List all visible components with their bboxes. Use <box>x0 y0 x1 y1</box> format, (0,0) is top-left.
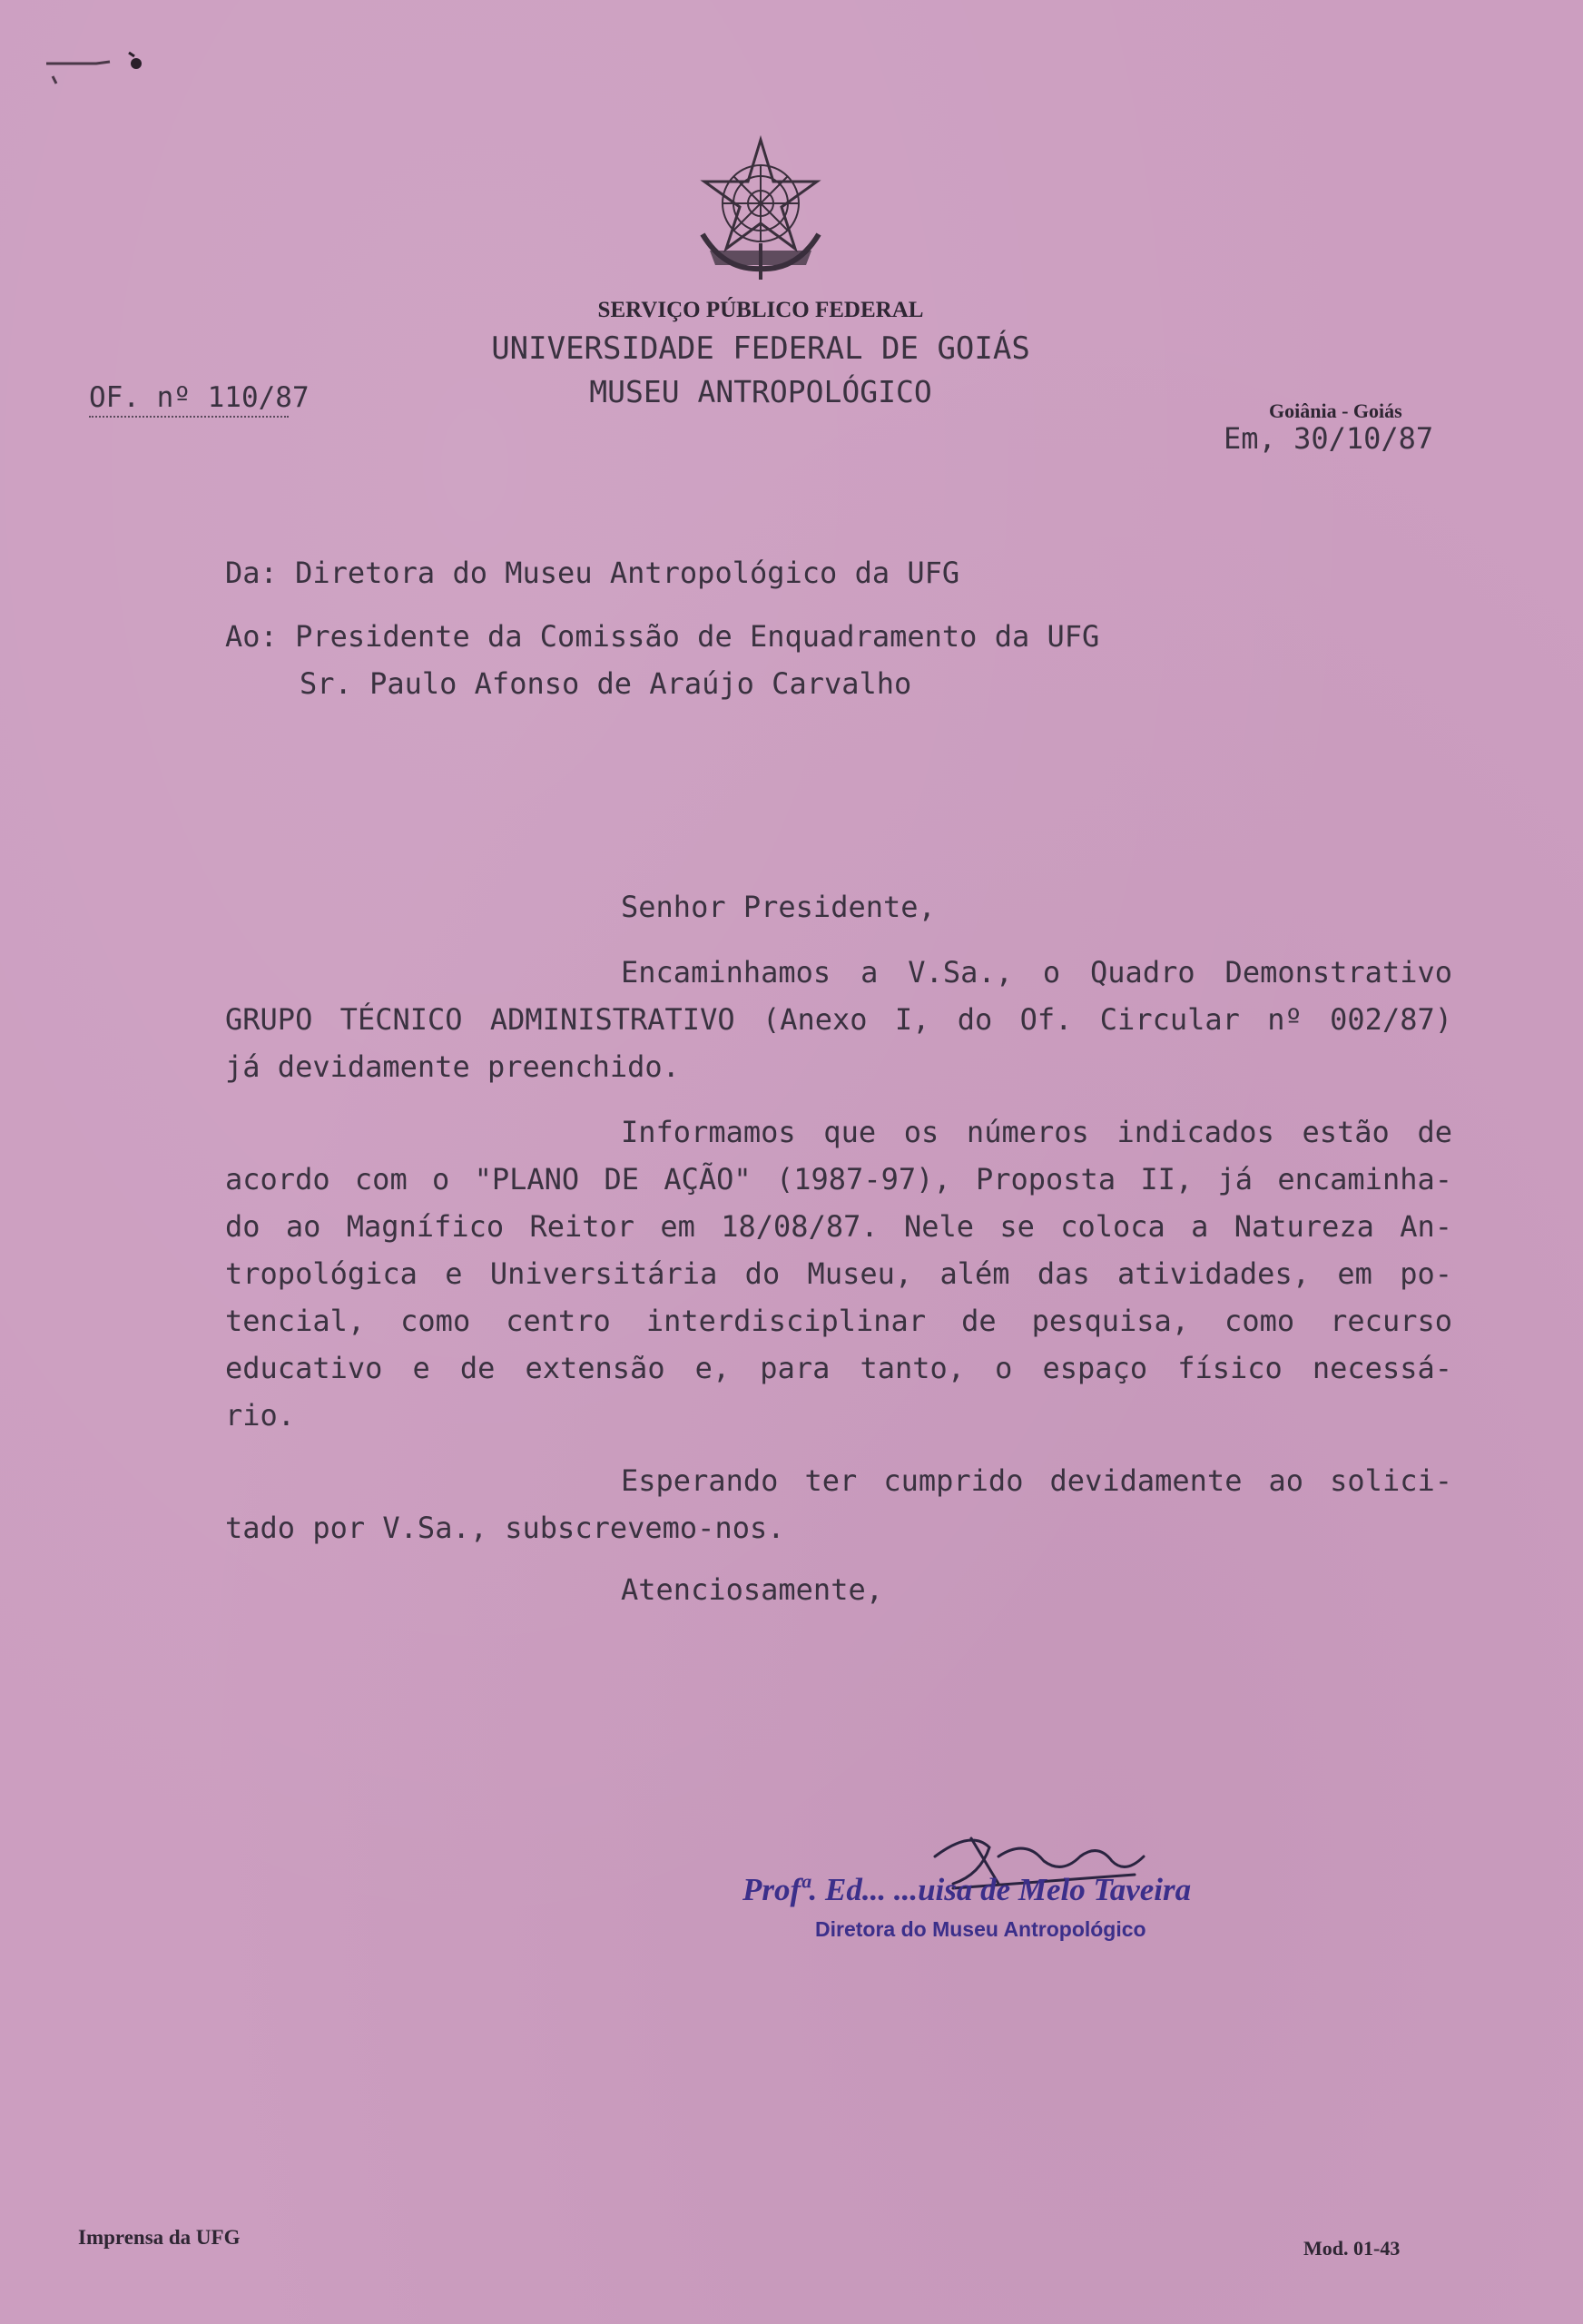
body-line: GRUPO TÉCNICO ADMINISTRATIVO (Anexo I, do Of. Circular nº 002/87) <box>225 1002 1452 1037</box>
body-line: rio. <box>225 1398 296 1433</box>
body-line: acordo com o "PLANO DE AÇÃO" (1987-97), Proposta II, já encaminha- <box>225 1162 1452 1196</box>
body-line: tropológica e Universitária do Museu, além das atividades, em po- <box>225 1256 1452 1291</box>
footer-printer: Imprensa da UFG <box>78 2226 241 2249</box>
body-line: Encaminhamos a V.Sa., o Quadro Demonstrativo <box>621 955 1452 990</box>
date: Em, 30/10/87 <box>1224 421 1434 456</box>
body-line: Informamos que os números indicados estão de <box>621 1115 1452 1149</box>
to-line-1: Ao: Presidente da Comissão de Enquadramento da UFG <box>225 619 1100 654</box>
header-service: SERVIÇO PÚBLICO FEDERAL <box>597 298 924 322</box>
signature-name: Profª. Ed... ...uisa de Melo Taveira <box>742 1872 1192 1907</box>
to-line-2: Sr. Paulo Afonso de Araújo Carvalho <box>300 666 912 701</box>
body-line: tencial, como centro interdisciplinar de pesquisa, como recurso <box>225 1304 1452 1338</box>
body-line: educativo e de extensão e, para tanto, o espaço físico necessá- <box>225 1351 1452 1385</box>
salutation: Senhor Presidente, <box>621 890 936 924</box>
footer-model: Mod. 01-43 <box>1303 2237 1401 2260</box>
office-number: OF. nº 110/87 <box>89 381 310 414</box>
place: Goiânia - Goiás <box>1269 399 1402 422</box>
office-number-underline <box>89 416 289 418</box>
from-line: Da: Diretora do Museu Antropológico da UFG <box>225 556 960 590</box>
body-line: tado por V.Sa., subscrevemo-nos. <box>225 1511 785 1545</box>
coat-of-arms-emblem <box>688 134 833 287</box>
body-line: Esperando ter cumprido devidamente ao solici- <box>621 1463 1452 1498</box>
corner-mark <box>42 44 160 98</box>
closing: Atenciosamente, <box>621 1572 883 1607</box>
body-line: do ao Magnífico Reitor em 18/08/87. Nele se coloca a Natureza An- <box>225 1209 1452 1244</box>
header-museum: MUSEU ANTROPOLÓGICO <box>589 374 932 409</box>
header-university: UNIVERSIDADE FEDERAL DE GOIÁS <box>491 330 1030 367</box>
signature-role: Diretora do Museu Antropológico <box>815 1917 1146 1941</box>
body-line: já devidamente preenchido. <box>225 1049 680 1084</box>
